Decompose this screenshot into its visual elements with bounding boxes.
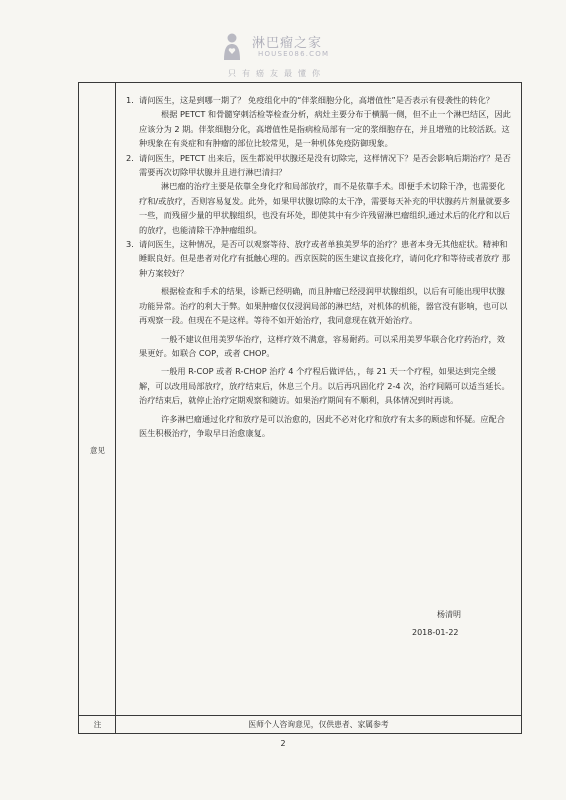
opinion-label: 意见: [90, 446, 105, 455]
signature-date: 2018-01-22: [412, 628, 459, 637]
note-label: 注: [93, 720, 102, 729]
page-number: 2: [280, 739, 286, 748]
row-divider: [79, 715, 521, 716]
answer-paragraph: 一般不建议但用美罗华治疗，这样疗效不满意，容易耐药。可以采用美罗华联合化疗药治疗，效果更好。如联合 COP，或者 CHOP。: [139, 333, 505, 358]
answer-paragraph: 许多淋巴瘤通过化疗和放疗是可以治愈的，因此不必对化疗和放疗有太多的顾虑和怀疑。应配合医生积极治疗，争取早日治愈康复。: [139, 413, 505, 438]
watermark-logo: [0, 26, 566, 78]
question-text: 请问医生，PETCT 出来后，医生都说甲状腺还是没有切除完，这样情况下？是否会影响后期治疗？是否需要再次切除甲状腺并且进行淋巴清扫？: [139, 152, 511, 178]
label-column: [79, 83, 116, 733]
opinion-content: [120, 93, 512, 440]
logo-slogan: 只有癌友最懂你: [228, 69, 326, 78]
question-item: [120, 237, 512, 280]
answer-paragraph: 一般用 R-COP 或者 R-CHOP 治疗 4 个疗程后做评估，，每 21 天一个疗程，如果达到完全缓解，可以改用局部放疗，放疗结束后，休息三个月。以后再巩固化疗 2-4 次，治疗间隔可以适当延长。治疗结束后，就停止治疗定期观察和随访。如果治疗期间有不顺利，具体情况到时再谈。: [139, 366, 510, 406]
logo-domain: HOUSE086.COM: [258, 50, 330, 58]
disclaimer-note: 医师个人咨询意见，仅供患者、家属参考: [248, 720, 389, 729]
question-number: 2.: [126, 152, 134, 163]
consultation-table: [78, 82, 522, 734]
question-text: 请问医生，这是到哪一期了？ 免疫组化中的“伴浆细胞分化，高增值性”是否表示有侵袭性的转化？: [139, 95, 494, 105]
answer-paragraph: 淋巴瘤的治疗主要是依靠全身化疗和局部放疗，而不是依靠手术。即便手术切除干净，也需要化疗和/或放疗，否则容易复发。此外，如果甲状腺切除的太干净，需要每天补充的甲状腺药片剂量就要多一些，而残留少量的甲状腺组织，也没有坏处，即使其中有少许残留淋巴瘤组织,通过术后的化疗和以后的放疗，也能清除干净肿瘤组织。: [139, 181, 511, 235]
answer-paragraph: 根据 PETCT 和骨髓穿刺活检等检查分析，病灶主要分布于横膈一侧，但不止一个淋巴结区，因此应该分为 2 期。伴浆细胞分化，高增值性是指病检局部有一定的浆细胞存在，并且增殖的比较活跃。这种现象在有炎症和有肿瘤的部位比较常见，是一种机体免疫防御现象。: [139, 109, 511, 149]
question-item: [120, 151, 512, 180]
question-number: 1.: [126, 95, 134, 105]
logo-person-icon: [221, 32, 243, 62]
signature-name: 杨清明: [437, 610, 461, 619]
answer-paragraph: 根据检查和手术的结果，诊断已经明确，而且肿瘤已经浸润甲状腺组织，以后有可能出现甲状腺功能异常。治疗的利大于弊。如果肿瘤仅仅浸润局部的淋巴结，对机体的机能，器官没有影响，也可以再观察一段。但现在不是这样。等待不如开始治疗，我同意现在就开始治疗。: [139, 286, 508, 326]
logo-chinese-name: 淋巴瘤之家: [252, 36, 323, 51]
question-item: [120, 93, 512, 107]
question-text: 请问医生，这种情况，是否可以观察等待、放疗或者单独美罗华的治疗？患者本身无其他症状。精神和睡眠良好。但是患者对化疗有抵触心理的。西京医院的医生建议直接化疗，请问化疗和等待或者放疗 那种方案较好？: [139, 239, 511, 278]
question-number: 3.: [126, 239, 134, 250]
